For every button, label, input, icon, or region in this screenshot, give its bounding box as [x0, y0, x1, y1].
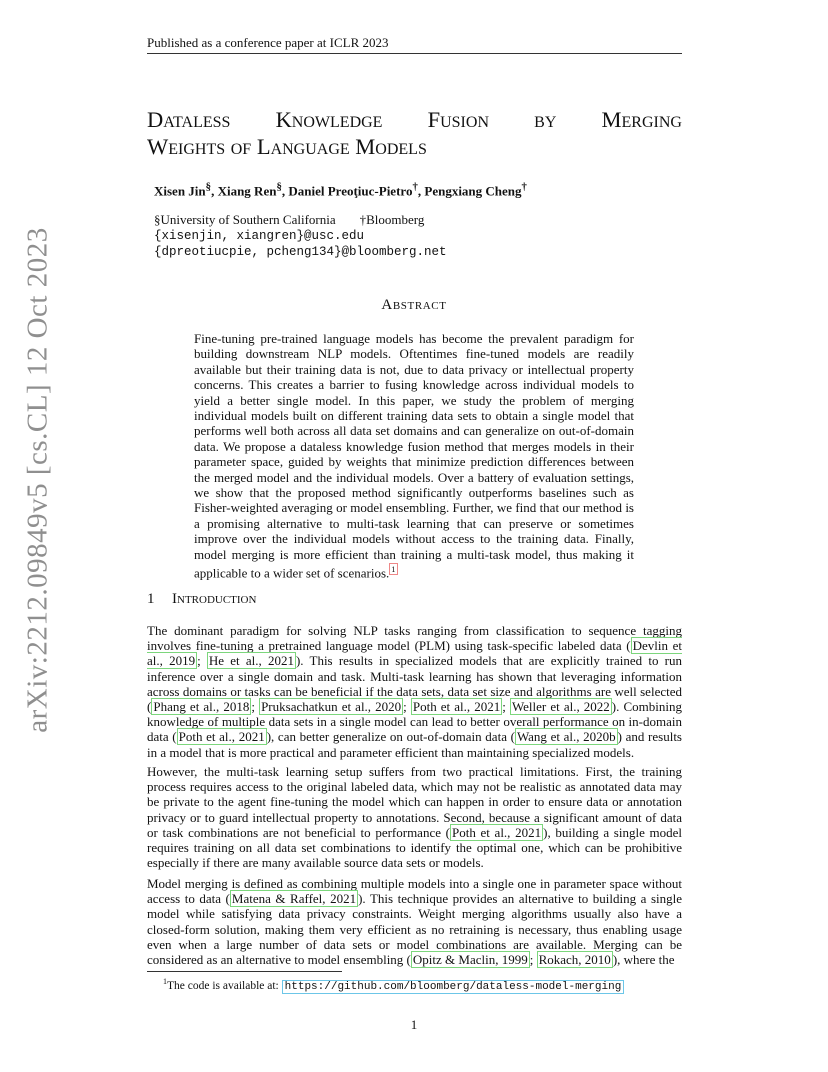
paragraph-text: ;: [502, 699, 510, 715]
author-name: , Xiang Ren: [211, 183, 277, 199]
paragraph: [147, 764, 682, 870]
code-url-link[interactable]: https://github.com/bloomberg/dataless-model-merging: [282, 980, 625, 994]
page-number: 1: [410, 1017, 418, 1032]
paragraph-text: ), where the: [612, 952, 675, 968]
paragraph-text: The dominant paradigm for solving NLP tasks ranging from classification to sequence tagging involves fine-tuning a pretrained language model (PLM) using task-specific labeled data (: [147, 623, 682, 654]
title-word: by: [534, 107, 557, 132]
paragraph-text: ). This results in specialized models that are explicitly trained to run inference over a single domain and task. Multi-task learning has shown that leveraging information across domains or tasks can be beneficial if the data sets, data set size and algorithms are well selected (: [147, 653, 682, 715]
footnote: [163, 977, 624, 993]
affiliations: [154, 212, 447, 260]
email-line: {dpreotiucpie, pcheng134}@bloomberg.net: [154, 245, 447, 259]
paragraph-text: However, the multi-task learning setup suffers from two practical limitations. First, the training process requires access to the original labeled data, which may not be realistic as annotated data may be private to the agent fine-tuning the model which can happen in order to ensure data or annotation privacy or to guard intellectual property to annotations. Second, because a significant amount of data or task combinations are not beneficial to performance (: [147, 764, 682, 840]
paragraph-text: Model merging is defined as combining multiple models into a single one in parameter space without access to data (: [147, 876, 682, 907]
citation-link[interactable]: He et al., 2021: [208, 653, 294, 669]
title-word: Fusion: [427, 107, 489, 132]
running-header: Published as a conference paper at ICLR 2023: [147, 35, 389, 50]
citation-link[interactable]: Poth et al., 2021: [178, 729, 265, 745]
author-name: , Pengxiang Cheng: [417, 183, 522, 199]
arxiv-stamp: arXiv:2212.09849v5 [cs.CL] 12 Oct 2023: [21, 227, 54, 733]
paragraph-text: ;: [197, 653, 207, 669]
affiliation-usc: §University of Southern California: [154, 212, 336, 227]
footnote-mark: 1: [163, 977, 167, 986]
title-line-2: Weights of Language Models: [147, 134, 427, 159]
title-word: Merging: [601, 107, 682, 132]
paragraph-text: ) and results in a model that is more practical and parameter efficient than maintaining specialized models.: [147, 729, 682, 760]
citation-link[interactable]: Rokach, 2010: [538, 952, 611, 968]
paragraph-text: ), can better generalize on out-of-domain data (: [266, 729, 515, 745]
citation-link[interactable]: Devlin et al., 2019: [147, 638, 682, 669]
paragraph: [147, 623, 682, 760]
abstract-heading: Abstract: [381, 297, 447, 313]
citation-link[interactable]: Pruksachatkun et al., 2020: [261, 699, 402, 715]
footnote-rule: [147, 971, 342, 972]
header-rule: [147, 53, 682, 54]
affiliation-bloomberg: †Bloomberg: [359, 212, 425, 227]
paragraph-text: ). This technique provides an alternative to building a single model while satisfying data privacy constraints. Weight merging algorithms usually also have a closed-form solution, making them very efficient as no retraining is necessary, thus enabling usage even when a large number of data sets or model combinations are available. Merging can be considered as an alternative to model ensembling (: [147, 891, 683, 968]
citation-link[interactable]: Matena & Raffel, 2021: [231, 891, 357, 907]
affiliation-mark: †: [521, 181, 527, 193]
abstract-body: [194, 331, 634, 581]
citation-link[interactable]: Poth et al., 2021: [412, 699, 501, 715]
affiliation-mark: §: [276, 181, 282, 193]
title-word: Dataless: [147, 107, 231, 132]
citation-link[interactable]: Weller et al., 2022: [511, 699, 610, 715]
paragraph-text: ;: [529, 952, 537, 968]
email-line: {xisenjin, xiangren}@usc.edu: [154, 229, 365, 243]
citation-link[interactable]: Wang et al., 2020b: [516, 729, 616, 745]
footnote-ref-link[interactable]: 1: [391, 564, 396, 575]
title-line-1: [147, 106, 682, 133]
footnote-text: The code is available at:: [167, 979, 282, 992]
paragraph-text: ), building a single model requires training on all data set combinations to identify the optimal one, which can be prohibitive especially if there are many available source data sets or models.: [147, 824, 683, 871]
author-list: [154, 181, 527, 199]
author-name: Xisen Jin: [154, 183, 206, 199]
citation-link[interactable]: Phang et al., 2018: [153, 699, 250, 715]
paragraph-text: ;: [403, 699, 411, 715]
affiliation-mark: §: [205, 181, 212, 193]
author-name: , Daniel Preoţiuc-Pietro: [281, 183, 413, 199]
paper-title: [147, 106, 682, 160]
affiliation-mark: †: [412, 181, 418, 193]
abstract-text: Fine-tuning pre-trained language models has become the prevalent paradigm for building downstream NLP models. Oftentimes fine-tuned models are readily available but their training data is not, due to data privacy or intellectual property concerns. This creates a barrier to fusing knowledge across individual models to yield a better single model. In this paper, we study the problem of merging individual models built on different training data sets to obtain a single model that performs well both across all data set domains and can generalize on out-of-domain data. We propose a dataless knowledge fusion method that merges models in their parameter space, guided by weights that minimize prediction differences between the merged model and the individual models. Over a battery of evaluation settings, we show that the proposed method significantly outperforms baselines such as Fisher-weighted averaging or model ensembling. Further, we find that our method is a promising alternative to multi-task learning that can preserve or sometimes improve over the individual models without access to the training data. Finally, model merging is more efficient than training a multi-task model, thus making it applicable to a wider set of scenarios.: [194, 331, 634, 581]
section-heading: [147, 591, 256, 608]
paragraph: [147, 876, 682, 967]
section-title: Introduction: [172, 591, 257, 607]
title-word: Knowledge: [275, 107, 383, 132]
paragraph-text: ). Combining knowledge of multiple data sets in a single model can lead to better overall performance on in-domain data (: [147, 699, 682, 745]
citation-link[interactable]: Poth et al., 2021: [452, 824, 542, 840]
section-number: 1: [147, 591, 155, 607]
paragraph-text: ;: [251, 699, 260, 715]
citation-link[interactable]: Opitz & Maclin, 1999: [412, 952, 528, 968]
